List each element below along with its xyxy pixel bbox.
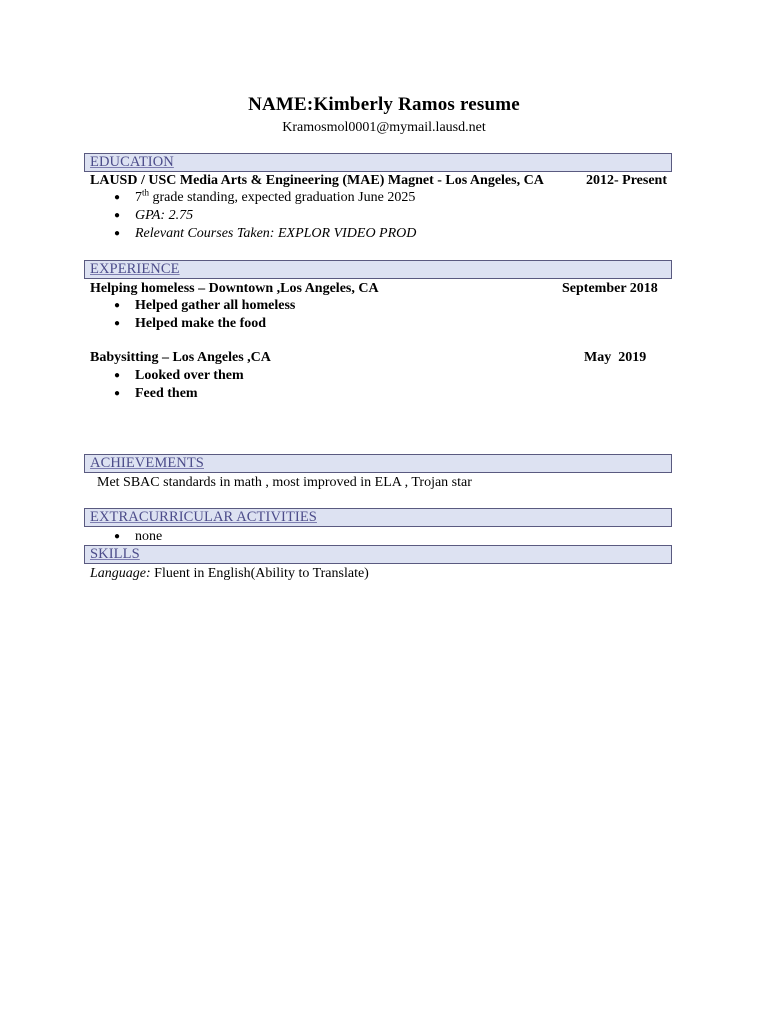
bullet-icon: ● <box>114 370 121 381</box>
section-education-header <box>84 153 672 172</box>
grade-suffix: th <box>142 187 150 198</box>
gpa: GPA: 2.75 <box>135 208 194 223</box>
section-skills-title: SKILLS <box>90 546 140 562</box>
job-bullet: Feed them <box>135 386 198 401</box>
bullet-icon: ● <box>114 318 121 329</box>
section-education-title: EDUCATION <box>90 154 174 170</box>
courses-label: Relevant Courses Taken: <box>135 226 275 241</box>
extracurricular-item: none <box>135 529 163 544</box>
language-value: Fluent in English(Ability to Translate) <box>154 566 369 581</box>
section-skills-header <box>84 545 672 564</box>
grade-number: 7 <box>135 190 142 205</box>
grade-standing <box>135 187 416 206</box>
bullet-icon: ● <box>114 210 121 221</box>
job-date: September 2018 <box>562 281 658 296</box>
section-achievements-header <box>84 454 672 473</box>
resume-title: NAME:Kimberly Ramos resume <box>248 94 520 115</box>
bullet-icon: ● <box>114 228 121 239</box>
job-bullet: Helped make the food <box>135 316 267 331</box>
section-extracurricular-header <box>84 508 672 527</box>
bullet-icon: ● <box>114 300 121 311</box>
bullet-icon: ● <box>114 192 121 203</box>
bullet-icon: ● <box>114 388 121 399</box>
courses-value: EXPLOR VIDEO PROD <box>274 226 417 241</box>
language-label: Language: <box>90 566 151 581</box>
job-title: Helping homeless – Downtown ,Los Angeles, CA <box>90 281 379 296</box>
email-address: Kramosmol0001@mymail.lausd.net <box>282 120 486 135</box>
skills-language <box>90 566 369 582</box>
achievements-text: Met SBAC standards in math , most improved in ELA , Trojan star <box>97 475 472 490</box>
bullet-icon: ● <box>114 531 121 542</box>
section-extracurricular-title: EXTRACURRICULAR ACTIVITIES <box>90 509 317 525</box>
job-bullet: Helped gather all homeless <box>135 298 296 313</box>
job-bullet: Looked over them <box>135 368 244 383</box>
grade-description: grade standing, expected graduation June 2025 <box>149 190 416 205</box>
relevant-courses <box>135 226 416 242</box>
section-experience-title: EXPERIENCE <box>90 261 180 277</box>
job-title: Babysitting – Los Angeles ,CA <box>90 350 271 365</box>
school-dates: 2012- Present <box>586 173 667 188</box>
section-achievements-title: ACHIEVEMENTS <box>90 455 204 471</box>
school-name: LAUSD / USC Media Arts & Engineering (MAE) Magnet - Los Angeles, CA <box>90 173 544 188</box>
section-experience-header <box>84 260 672 279</box>
job-date: May 2019 <box>584 350 647 365</box>
